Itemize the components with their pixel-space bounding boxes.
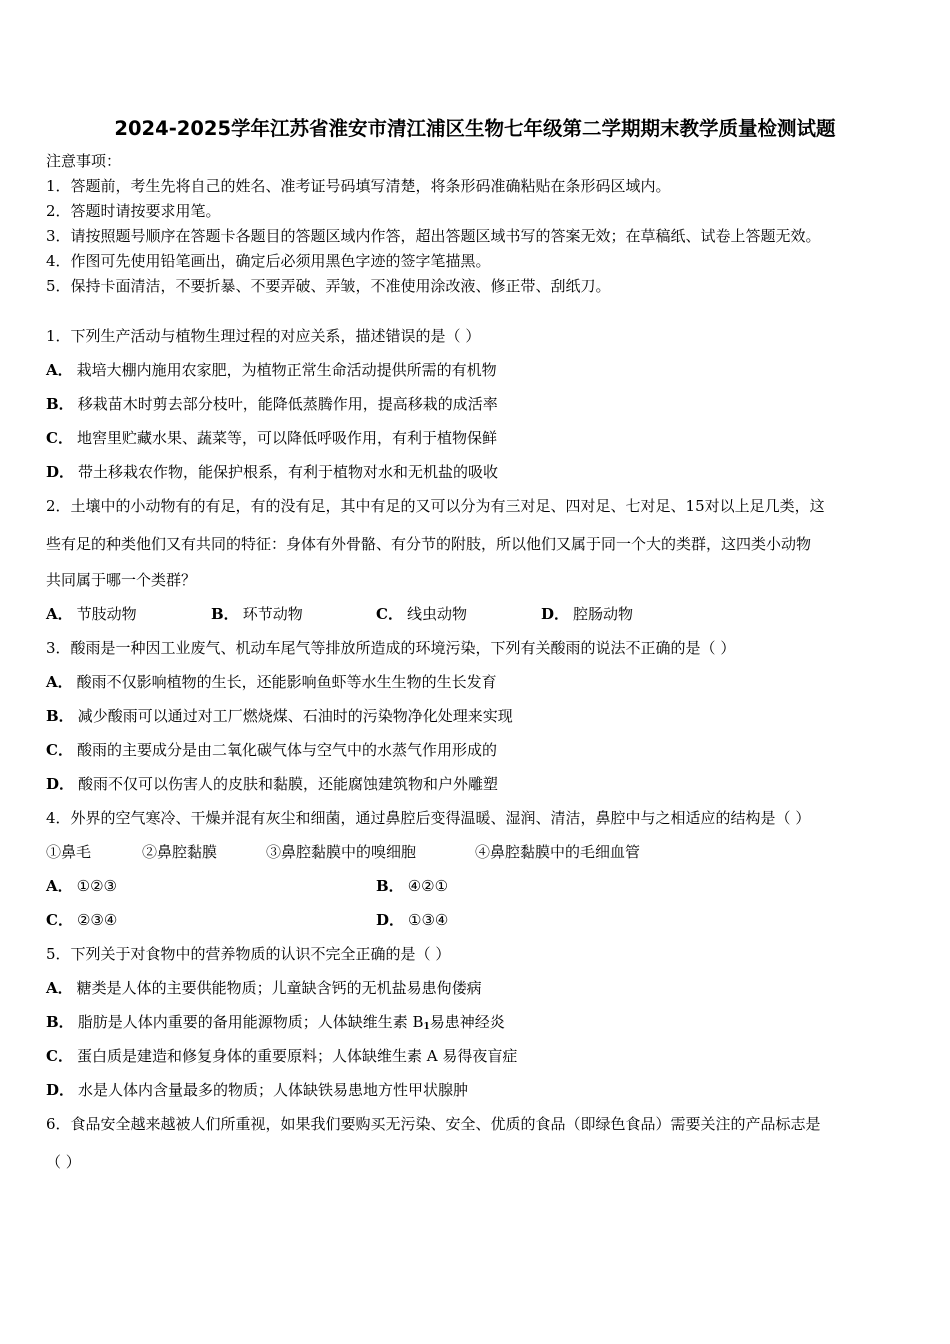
question-3-option-d (46, 774, 498, 794)
question-4-item: ④鼻腔黏膜中的毛细血管 (475, 843, 641, 861)
question-2-stem-line: 些有足的种类他们又有共同的特征：身体有外骨骼、有分节的附肢，所以他们又属于同一个大的类群，这四类小动物 (46, 535, 812, 553)
option-label: B． (46, 395, 74, 413)
option-text: 易患神经炎 (429, 1013, 505, 1031)
question-4-option-d (376, 910, 448, 930)
option-text: 减少酸雨可以通过对工厂燃烧煤、石油时的污染物净化处理来实现 (77, 707, 513, 725)
option-label: D． (46, 1081, 75, 1099)
question-2-option-a (46, 604, 137, 624)
option-text: 线虫动物 (406, 605, 467, 623)
option-text: ②③④ (76, 911, 118, 929)
question-3-option-a (46, 672, 497, 692)
option-label: A． (46, 361, 73, 379)
option-text: 带土移栽农作物，能保护根系，有利于植物对水和无机盐的吸收 (78, 463, 499, 481)
question-4-item: ②鼻腔黏膜 (142, 843, 218, 861)
question-3-stem: 3．酸雨是一种因工业废气、机动车尾气等排放所造成的环境污染，下列有关酸雨的说法不正确的是（ ） (46, 639, 736, 657)
question-2-stem-line: 2．土壤中的小动物有的有足，有的没有足，其中有足的又可以分为有三对足、四对足、七对足、15对以上足几类，这 (46, 497, 825, 515)
option-text: 移栽苗木时剪去部分枝叶，能降低蒸腾作用，提高移栽的成活率 (77, 395, 498, 413)
subscript: 1 (423, 1022, 430, 1032)
option-text: 糖类是人体的主要供能物质；儿童缺含钙的无机盐易患佝偻病 (76, 979, 482, 997)
option-label: C． (376, 605, 403, 623)
question-1-stem: 1．下列生产活动与植物生理过程的对应关系，描述错误的是（ ） (46, 327, 481, 345)
option-text: ①③④ (408, 911, 449, 929)
option-text: 节肢动物 (76, 605, 137, 623)
notice-heading: 注意事项： (46, 152, 122, 170)
option-label: A． (46, 673, 73, 691)
question-5-option-a (46, 978, 482, 998)
question-1-option-a (46, 360, 497, 380)
question-1-option-b (46, 394, 498, 414)
question-5-option-c (46, 1046, 517, 1066)
question-4-option-b (376, 876, 448, 896)
question-3-option-c (46, 740, 497, 760)
question-3-option-b (46, 706, 513, 726)
option-label: A． (46, 877, 73, 895)
option-label: D． (46, 463, 75, 481)
page-title: 2024-2025学年江苏省淮安市清江浦区生物七年级第二学期期末教学质量检测试题 (114, 117, 836, 140)
option-label: B． (46, 1013, 74, 1031)
notice-item: 1．答题前，考生先将自己的姓名、准考证号码填写清楚，将条形码准确粘贴在条形码区域内。 (46, 177, 671, 195)
question-1-option-d (46, 462, 498, 482)
option-text: ④②① (407, 877, 449, 895)
option-text: 水是人体内含量最多的物质；人体缺铁易患地方性甲状腺肿 (78, 1081, 469, 1099)
question-4-stem: 4．外界的空气寒冷、干燥并混有灰尘和细菌，通过鼻腔后变得温暖、湿润、清洁，鼻腔中与之相适应的结构是（ ） (46, 809, 811, 827)
notice-item: 4．作图可先使用铅笔画出，确定后必须用黑色字迹的签字笔描黑。 (46, 252, 491, 270)
option-label: B． (46, 707, 74, 725)
option-label: C． (46, 741, 73, 759)
option-label: C． (46, 429, 73, 447)
question-6-stem-line: 6．食品安全越来越被人们所重视，如果我们要购买无污染、安全、优质的食品（即绿色食品）需要关注的产品标志是 (46, 1115, 821, 1133)
option-label: D． (46, 775, 75, 793)
question-4-option-a (46, 876, 117, 896)
option-text: 地窖里贮藏水果、蔬菜等，可以降低呼吸作用，有利于植物保鲜 (76, 429, 497, 447)
question-5-stem: 5．下列关于对食物中的营养物质的认识不完全正确的是（ ） (46, 945, 451, 963)
question-4-item: ①鼻毛 (46, 843, 92, 861)
option-text: 酸雨不仅影响植物的生长，还能影响鱼虾等水生生物的生长发育 (76, 673, 497, 691)
question-5-option-b (46, 1012, 505, 1037)
option-label: B． (211, 605, 239, 623)
question-4-item: ③鼻腔黏膜中的嗅细胞 (266, 843, 417, 861)
option-text: 脂肪是人体内重要的备用能源物质；人体缺维生素 B (77, 1013, 424, 1031)
question-4-option-c (46, 910, 117, 930)
option-label: B． (376, 877, 404, 895)
question-2-stem-line: 共同属于哪一个类群？ (46, 571, 197, 589)
option-text: 腔肠动物 (573, 605, 634, 623)
question-2-option-c (376, 604, 467, 624)
notice-item: 5．保持卡面清洁，不要折暴、不要弄破、弄皱，不准使用涂改液、修正带、刮纸刀。 (46, 277, 611, 295)
notice-item: 2．答题时请按要求用笔。 (46, 202, 221, 220)
option-text: 环节动物 (242, 605, 303, 623)
notice-item: 3．请按照题号顺序在答题卡各题目的答题区域内作答，超出答题区域书写的答案无效；在草稿纸、试卷上答题无效。 (46, 227, 821, 245)
question-5-option-d (46, 1080, 468, 1100)
option-text: 蛋白质是建造和修复身体的重要原料；人体缺维生素 A 易得夜盲症 (76, 1047, 518, 1065)
option-label: A． (46, 605, 73, 623)
question-6-stem-line: （ ） (46, 1153, 81, 1171)
option-text: ①②③ (76, 877, 117, 895)
question-2-option-b (211, 604, 303, 624)
question-2-option-d (541, 604, 633, 624)
option-text: 酸雨的主要成分是由二氧化碳气体与空气中的水蒸气作用形成的 (76, 741, 497, 759)
option-label: A． (46, 979, 73, 997)
option-label: C． (46, 911, 73, 929)
option-label: D． (541, 605, 570, 623)
option-text: 酸雨不仅可以伤害人的皮肤和黏膜，还能腐蚀建筑物和户外雕塑 (78, 775, 499, 793)
option-label: C． (46, 1047, 73, 1065)
option-label: D． (376, 911, 405, 929)
question-1-option-c (46, 428, 497, 448)
option-text: 栽培大棚内施用农家肥，为植物正常生命活动提供所需的有机物 (76, 361, 497, 379)
